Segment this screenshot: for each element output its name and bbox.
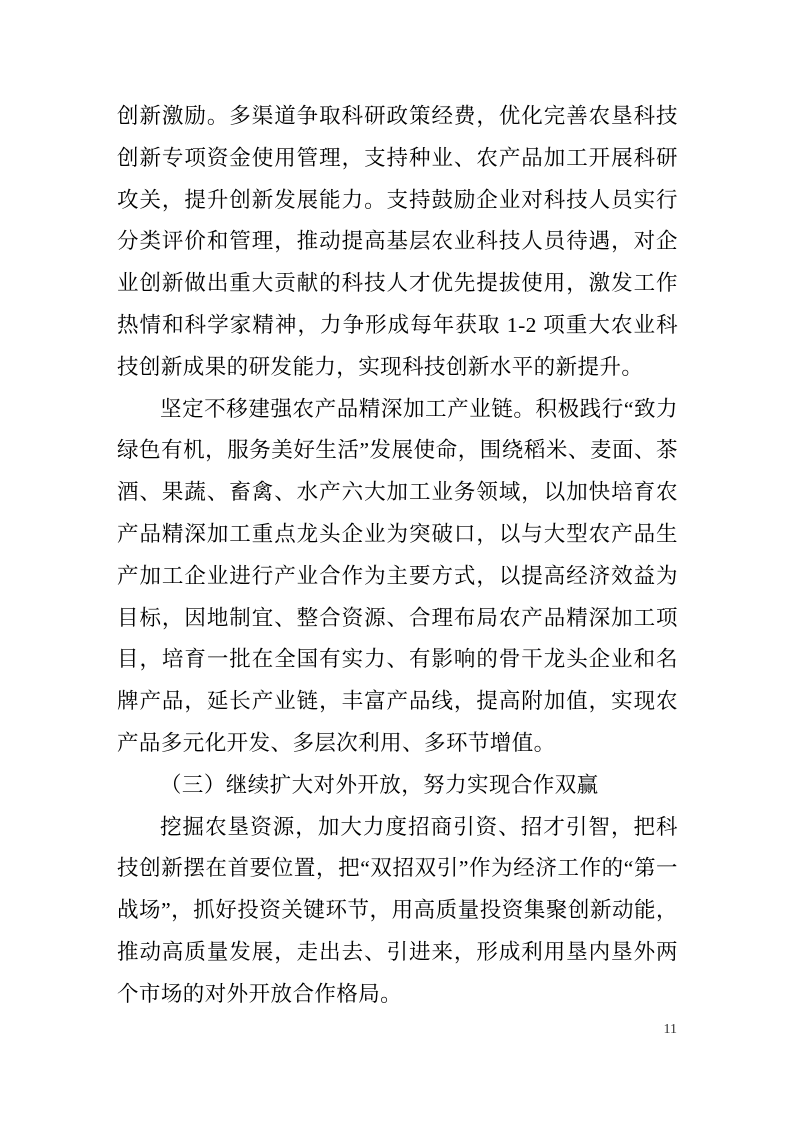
page-number: 11 <box>663 1022 677 1037</box>
body-paragraph: 坚定不移建强农产品精深加工产业链。积极践行“致力绿色有机，服务美好生活”发展使命，围绕稻米、麦面、茶酒、果蔬、畜禽、水产六大加工业务领域，以加快培育农产品精深加工重点龙头企业为突破口，以与大型农产品生产加工企业进行产业合作为主要方式，以提高经济效益为目标，因地制宜、整合资源、合理布局农产品精深加工项目，培育一批在全国有实力、有影响的骨干龙头企业和名牌产品，延长产业链，丰富产品线，提高附加值，实现农产品多元化开发、多层次利用、多环节增值。 <box>117 396 678 755</box>
body-paragraph: 挖掘农垦资源，加大力度招商引资、招才引智，把科技创新摆在首要位置，把“双招双引”作为经济工作的“第一战场”，抓好投资关键环节，用高质量投资集聚创新动能，推动高质量发展，走出去、引进来，形成利用垦内垦外两个市场的对外开放合作格局。 <box>117 814 678 1006</box>
body-paragraph: 创新激励。多渠道争取科研政策经费，优化完善农垦科技创新专项资金使用管理，支持种业、农产品加工开展科研攻关，提升创新发展能力。支持鼓励企业对科技人员实行分类评价和管理，推动提高基层农业科技人员待遇，对企业创新做出重大贡献的科技人才优先提拔使用，激发工作热情和科学家精神，力争形成每年获取 1-2 项重大农业科技创新成果的研发能力，实现科技创新水平的新提升。 <box>117 104 678 379</box>
document-content <box>117 96 678 1016</box>
section-heading: （三）继续扩大对外开放，努力实现合作双赢 <box>160 772 599 797</box>
